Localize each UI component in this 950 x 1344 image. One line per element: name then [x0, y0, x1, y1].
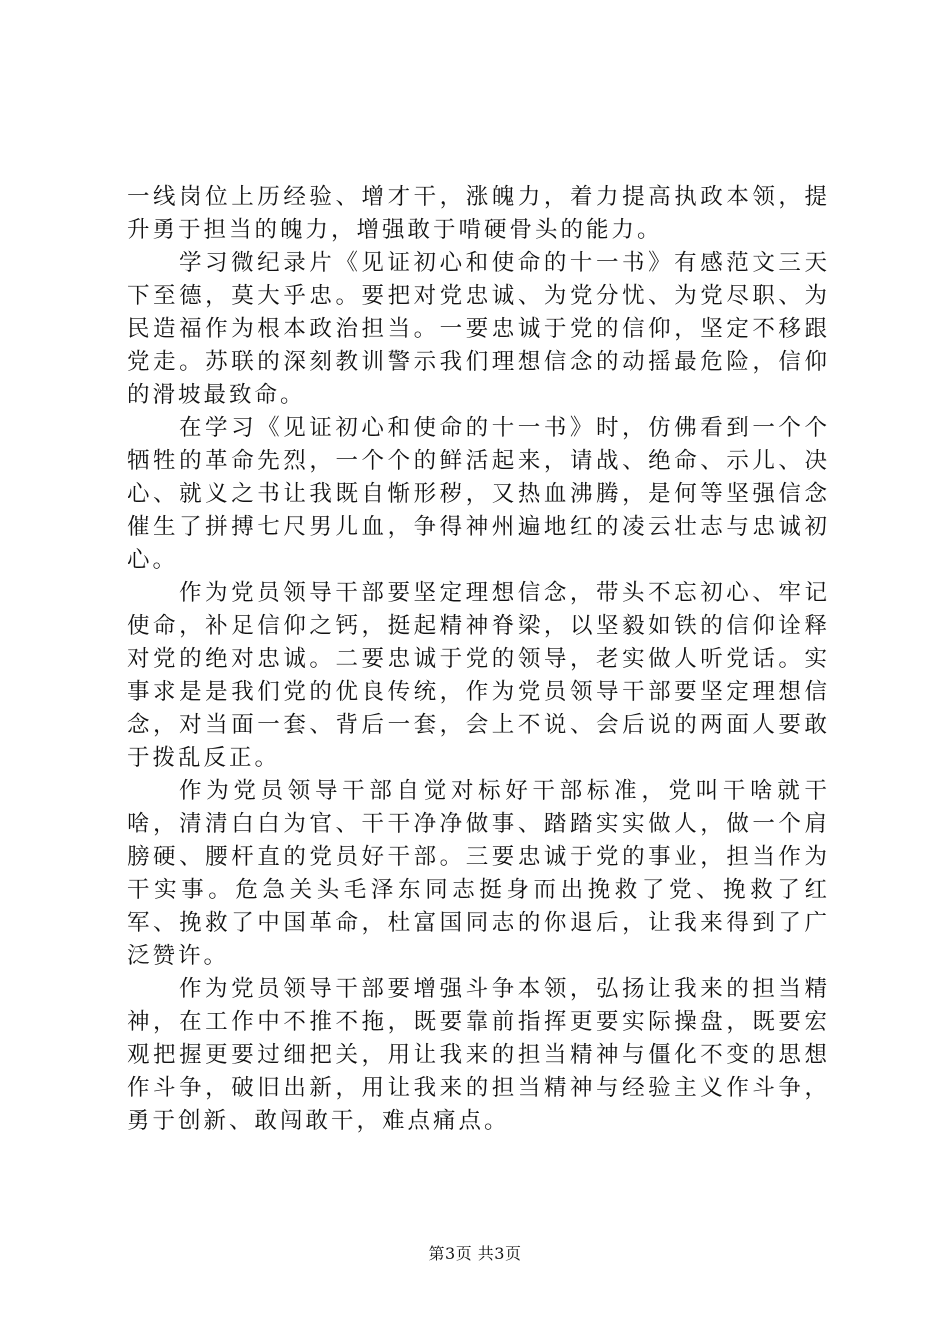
paragraph: 作为党员领导干部要坚定理想信念，带头不忘初心、牢记使命，补足信仰之钙，挺起精神脊梁，以坚毅如铁的信仰诠释对党的绝对忠诚。二要忠诚于党的领导，老实做人听党话。实事求是是我们党的优良传统，作为党员领导干部要坚定理想信念，对当面一套、背后一套，会上不说、会后说的两面人要敢于拨乱反正。 [127, 580, 830, 771]
paragraph: 学习微纪录片《见证初心和使命的十一书》有感范文三天下至德，莫大乎忠。要把对党忠诚、为党分忧、为党尽职、为民造福作为根本政治担当。一要忠诚于党的信仰，坚定不移跟党走。苏联的深刻教训警示我们理想信念的动摇最危险，信仰的滑坡最致命。 [127, 250, 830, 408]
document-body [127, 181, 830, 1138]
page-number-footer: 第3页 共3页 [428, 1244, 522, 1263]
paragraph: 作为党员领导干部自觉对标好干部标准，党叫干啥就干啥，清清白白为官、干干净净做事、踏踏实实做人，做一个肩膀硬、腰杆直的党员好干部。三要忠诚于党的事业，担当作为干实事。危急关头毛泽东同志挺身而出挽救了党、挽救了红军、挽救了中国革命，杜富国同志的你退后，让我来得到了广泛赞许。 [127, 778, 830, 969]
paragraph-continuation: 一线岗位上历经验、增才干，涨魄力，着力提高执政本领，提升勇于担当的魄力，增强敢于啃硬骨头的能力。 [127, 184, 830, 243]
paragraph: 在学习《见证初心和使命的十一书》时，仿佛看到一个个牺牲的革命先烈，一个个的鲜活起来，请战、绝命、示儿、决心、就义之书让我既自惭形秽，又热血沸腾，是何等坚强信念催生了拼搏七尺男儿血，争得神州遍地红的凌云壮志与忠诚初心。 [127, 415, 830, 573]
paragraph: 作为党员领导干部要增强斗争本领，弘扬让我来的担当精神，在工作中不推不拖，既要靠前指挥更要实际操盘，既要宏观把握更要过细把关，用让我来的担当精神与僵化不变的思想作斗争，破旧出新，用让我来的担当精神与经验主义作斗争，勇于创新、敢闯敢干，难点痛点。 [127, 976, 830, 1134]
